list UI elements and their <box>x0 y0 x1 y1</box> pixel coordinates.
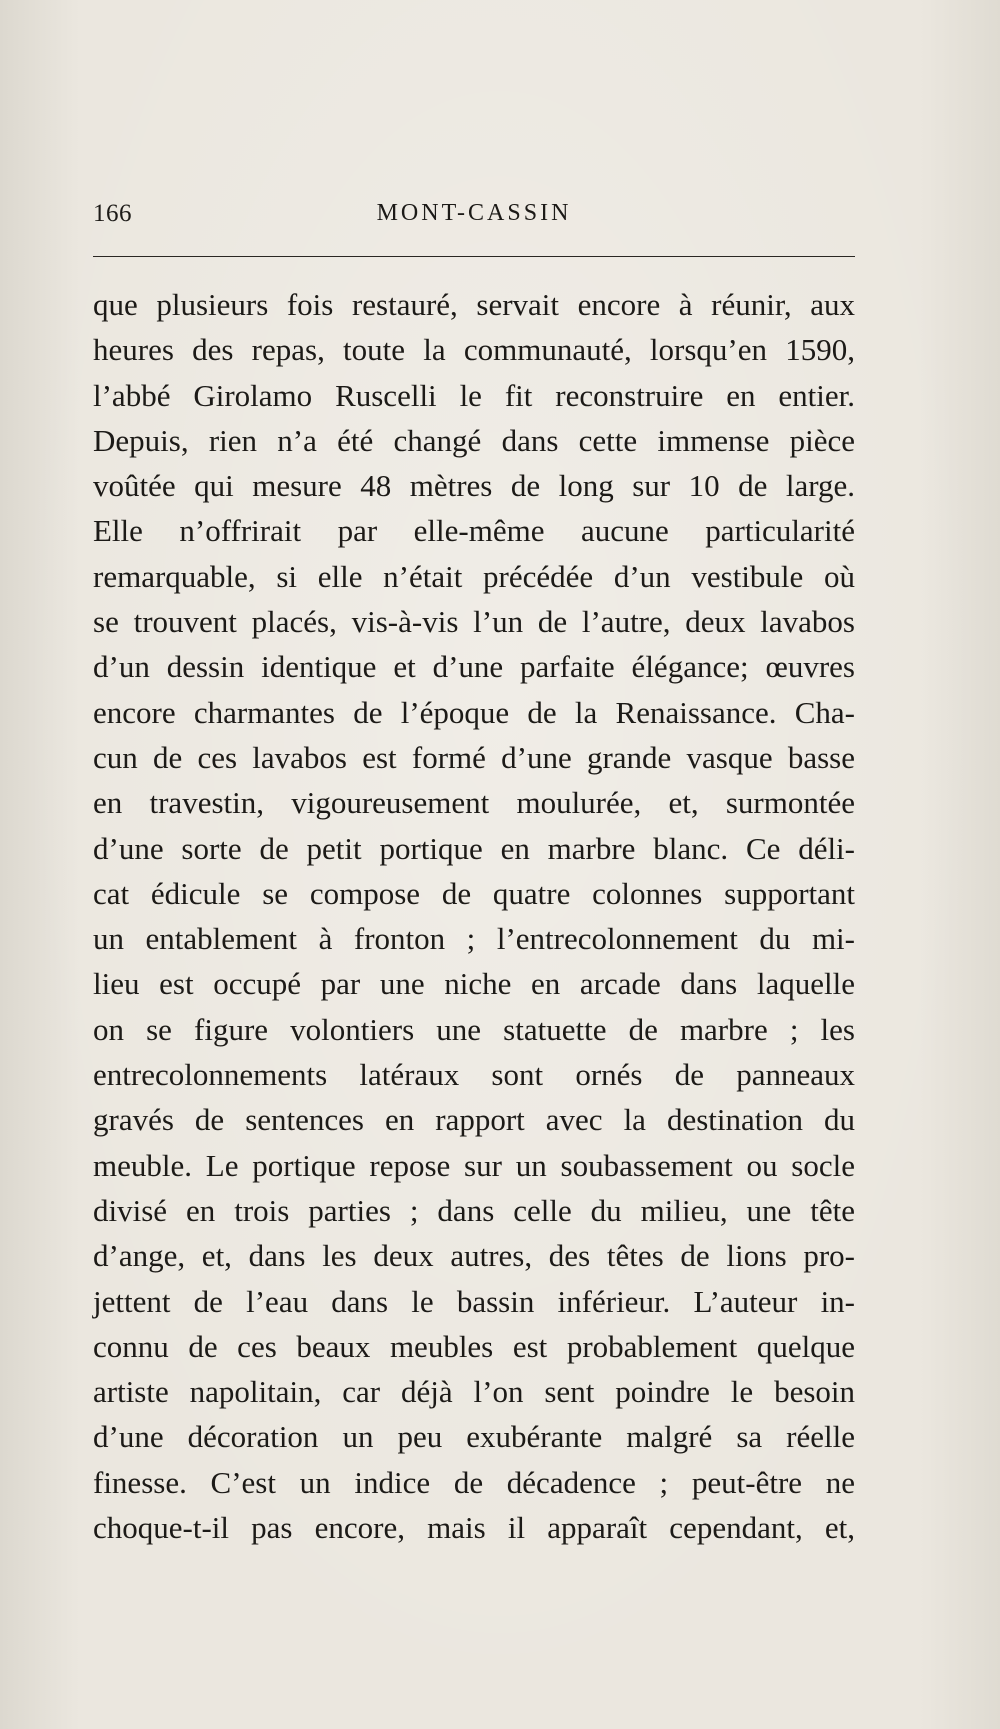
text-line: Elle n’offrirait par elle-même aucune particularité <box>93 513 855 549</box>
running-title: MONT-CASSIN <box>376 200 572 226</box>
page-number: 166 <box>93 200 132 227</box>
running-head <box>93 200 855 240</box>
text-line: se trouvent placés, vis-à-vis l’un de l’autre, deux lavabos <box>93 604 855 640</box>
text-line: entrecolonnements latéraux sont ornés de panneaux <box>93 1057 855 1093</box>
text-line: artiste napolitain, car déjà l’on sent poindre le besoin <box>93 1374 855 1410</box>
text-line: cat édicule se compose de quatre colonnes supportant <box>93 875 855 911</box>
text-line: Depuis, rien n’a été changé dans cette immense pièce <box>93 422 855 458</box>
text-line: divisé en trois parties ; dans celle du milieu, une tête <box>93 1192 855 1228</box>
text-line: heures des repas, toute la communauté, lorsqu’en 1590, <box>93 332 855 368</box>
text-line: en travestin, vigoureusement moulurée, et, surmontée <box>93 785 855 821</box>
text-line: voûtée qui mesure 48 mètres de long sur 10 de large. <box>93 468 855 504</box>
header-rule <box>93 256 855 257</box>
text-line: d’une décoration un peu exubérante malgré sa réelle <box>93 1419 855 1455</box>
text-line: que plusieurs fois restauré, servait encore à réunir, aux <box>93 287 855 322</box>
text-line: d’ange, et, dans les deux autres, des têtes de lions pro- <box>93 1238 855 1274</box>
text-line: l’abbé Girolamo Ruscelli le fit reconstruire en entier. <box>93 377 855 413</box>
text-line: lieu est occupé par une niche en arcade dans laquelle <box>93 966 855 1002</box>
text-line: remarquable, si elle n’était précédée d’un vestibule où <box>93 558 855 594</box>
text-line: meuble. Le portique repose sur un soubassement ou socle <box>93 1147 855 1183</box>
text-line: jettent de l’eau dans le bassin inférieur. L’auteur in- <box>93 1283 855 1319</box>
text-line: finesse. C’est un indice de décadence ; peut-être ne <box>93 1464 855 1500</box>
text-line: d’une sorte de petit portique en marbre blanc. Ce déli- <box>93 830 855 866</box>
text-line: cun de ces lavabos est formé d’une grande vasque basse <box>93 739 855 775</box>
text-line: on se figure volontiers une statuette de marbre ; les <box>93 1011 855 1047</box>
text-line: connu de ces beaux meubles est probablement quelque <box>93 1328 855 1364</box>
text-line: d’un dessin identique et d’une parfaite élégance; œuvres <box>93 649 855 685</box>
text-line: gravés de sentences en rapport avec la destination du <box>93 1102 855 1138</box>
text-line: un entablement à fronton ; l’entrecolonnement du mi- <box>93 921 855 957</box>
text-line: choque-t-il pas encore, mais il apparaît cependant, et, <box>93 1510 855 1546</box>
text-line: encore charmantes de l’époque de la Renaissance. Cha- <box>93 694 855 730</box>
body-text <box>93 282 855 1550</box>
